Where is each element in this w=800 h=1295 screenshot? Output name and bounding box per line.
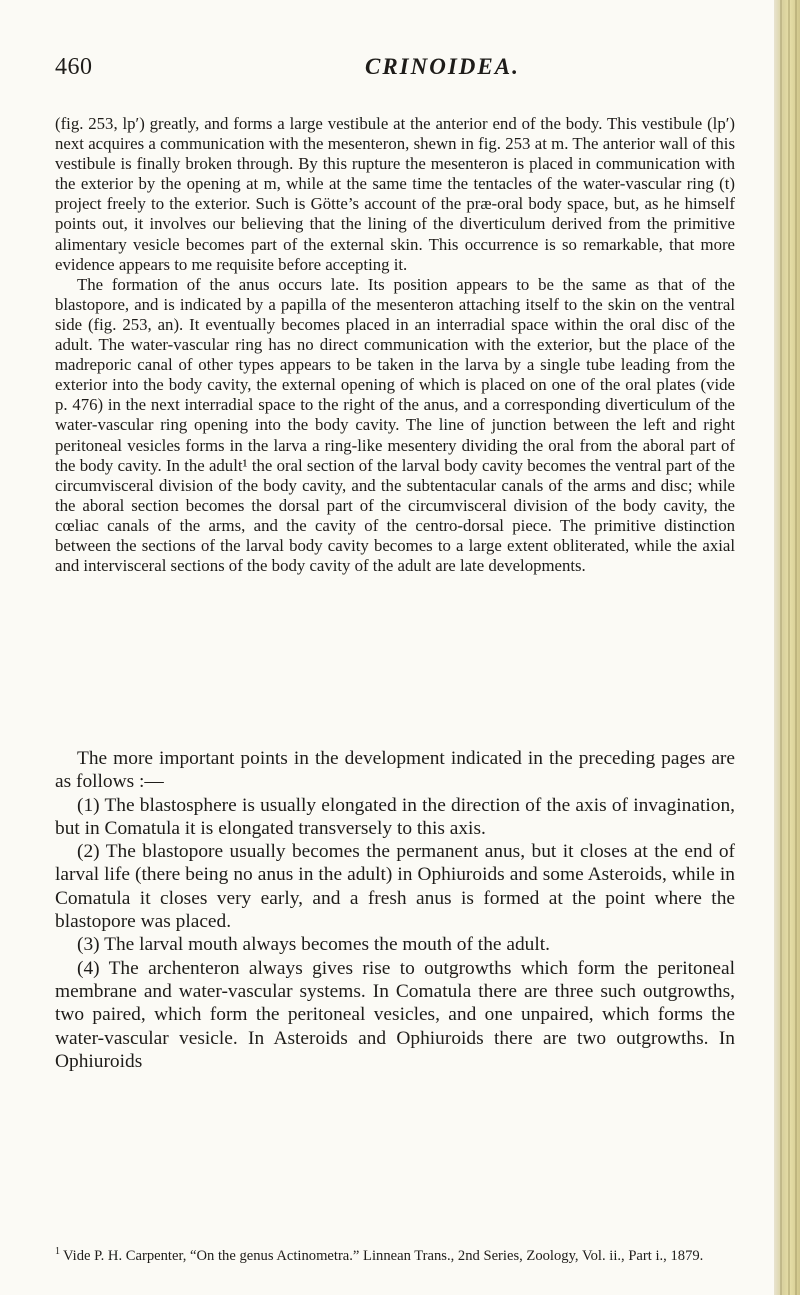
page-number: 460 [55, 54, 93, 80]
edge-line [780, 0, 782, 1295]
summary-section [55, 747, 735, 1073]
summary-point-1: (1) The blastosphere is usually elongated in the direction of the axis of invagination, but in Comatula it is elongated transversely to this axis. [55, 794, 735, 839]
running-title: CRINOIDEA. [365, 54, 520, 79]
edge-line [795, 0, 797, 1295]
summary-point-4: (4) The archenteron always gives rise to outgrowths which form the peritoneal membrane and water-vascular systems. In Comatula there are three such outgrowths, two paired, which form the peritoneal vesicles, and one unpaired, which forms the water-vascular vesicle. In Asteroids and Ophiuroids there are two outgrowths. In Ophiuroids [55, 957, 735, 1072]
paragraph-vestibule: (fig. 253, lp′) greatly, and forms a large vestibule at the anterior end of the body. This vestibule (lp′) next acquires a communication with the mesenteron, shewn in fig. 253 at m. The anterior wall of this vestibule is finally broken through. By this rupture the mesenteron is placed in communication with the exterior by the opening at m, while at the same time the tentacles of the water-vascular ring (t) project freely to the exterior. Such is Götte’s account of the præ-oral body space, but, as he himself points out, it involves our believing that the lining of the diverticulum derived from the primitive alimentary vesicle becomes part of the external skin. This occurrence is so remarkable, that more evidence appears to me requisite before accepting it. [55, 114, 735, 274]
small-print-text [55, 114, 735, 576]
edge-line [788, 0, 790, 1295]
summary-intro: The more important points in the development indicated in the preceding pages are as follows :— [55, 748, 735, 793]
paragraph-anus-formation: The formation of the anus occurs late. Its position appears to be the same as that of the blastopore, and is indicated by a papilla of the mesenteron attaching itself to the skin on the ventral side (fig. 253, an). It eventually becomes placed in an interradial space within the oral disc of the adult. The water-vascular ring has no direct communication with the exterior, but the place of the madreporic canal of other types appears to be taken in the larva by a single tube leading from the exterior into the body cavity, the external opening of which is placed on one of the oral plates (vide p. 476) in the next interradial space to the right of the anus, and a corresponding diverticulum of the water-vascular ring opening into the body cavity. The line of junction between the left and right peritoneal vesicles forms in the larva a ring-like mesentery dividing the oral from the aboral part of the body cavity. In the adult¹ the oral section of the larval body cavity becomes the ventral part of the circumvisceral division of the body cavity, and the subtentacular canals of the arms and disc; while the aboral section becomes the dorsal part of the circumvisceral division of the body cavity, the cœliac canals of the arms, and the cavity of the centro-dorsal piece. The primitive distinction between the sections of the larval body cavity becomes to a large extent obliterated, while the axial and intervisceral sections of the body cavity of the adult are late developments. [55, 274, 735, 576]
footnote-marker: 1 [55, 1246, 60, 1258]
page-header [0, 54, 774, 90]
summary-point-3: (3) The larval mouth always becomes the mouth of the adult. [77, 934, 550, 956]
footnote-text: Vide P. H. Carpenter, “On the genus Actinometra.” Linnean Trans., 2nd Series, Zoology, Vol. ii., Part i., 1879. [63, 1248, 704, 1264]
footnote [55, 1248, 735, 1265]
page-edge-binding [774, 0, 800, 1295]
summary-point-2: (2) The blastopore usually becomes the permanent anus, but it closes at the end of larval life (there being no anus in the adult) in Ophiuroids and some Asteroids, while in Comatula it closes very early, and a fresh anus is formed at the point where the blastopore was placed. [55, 841, 735, 933]
